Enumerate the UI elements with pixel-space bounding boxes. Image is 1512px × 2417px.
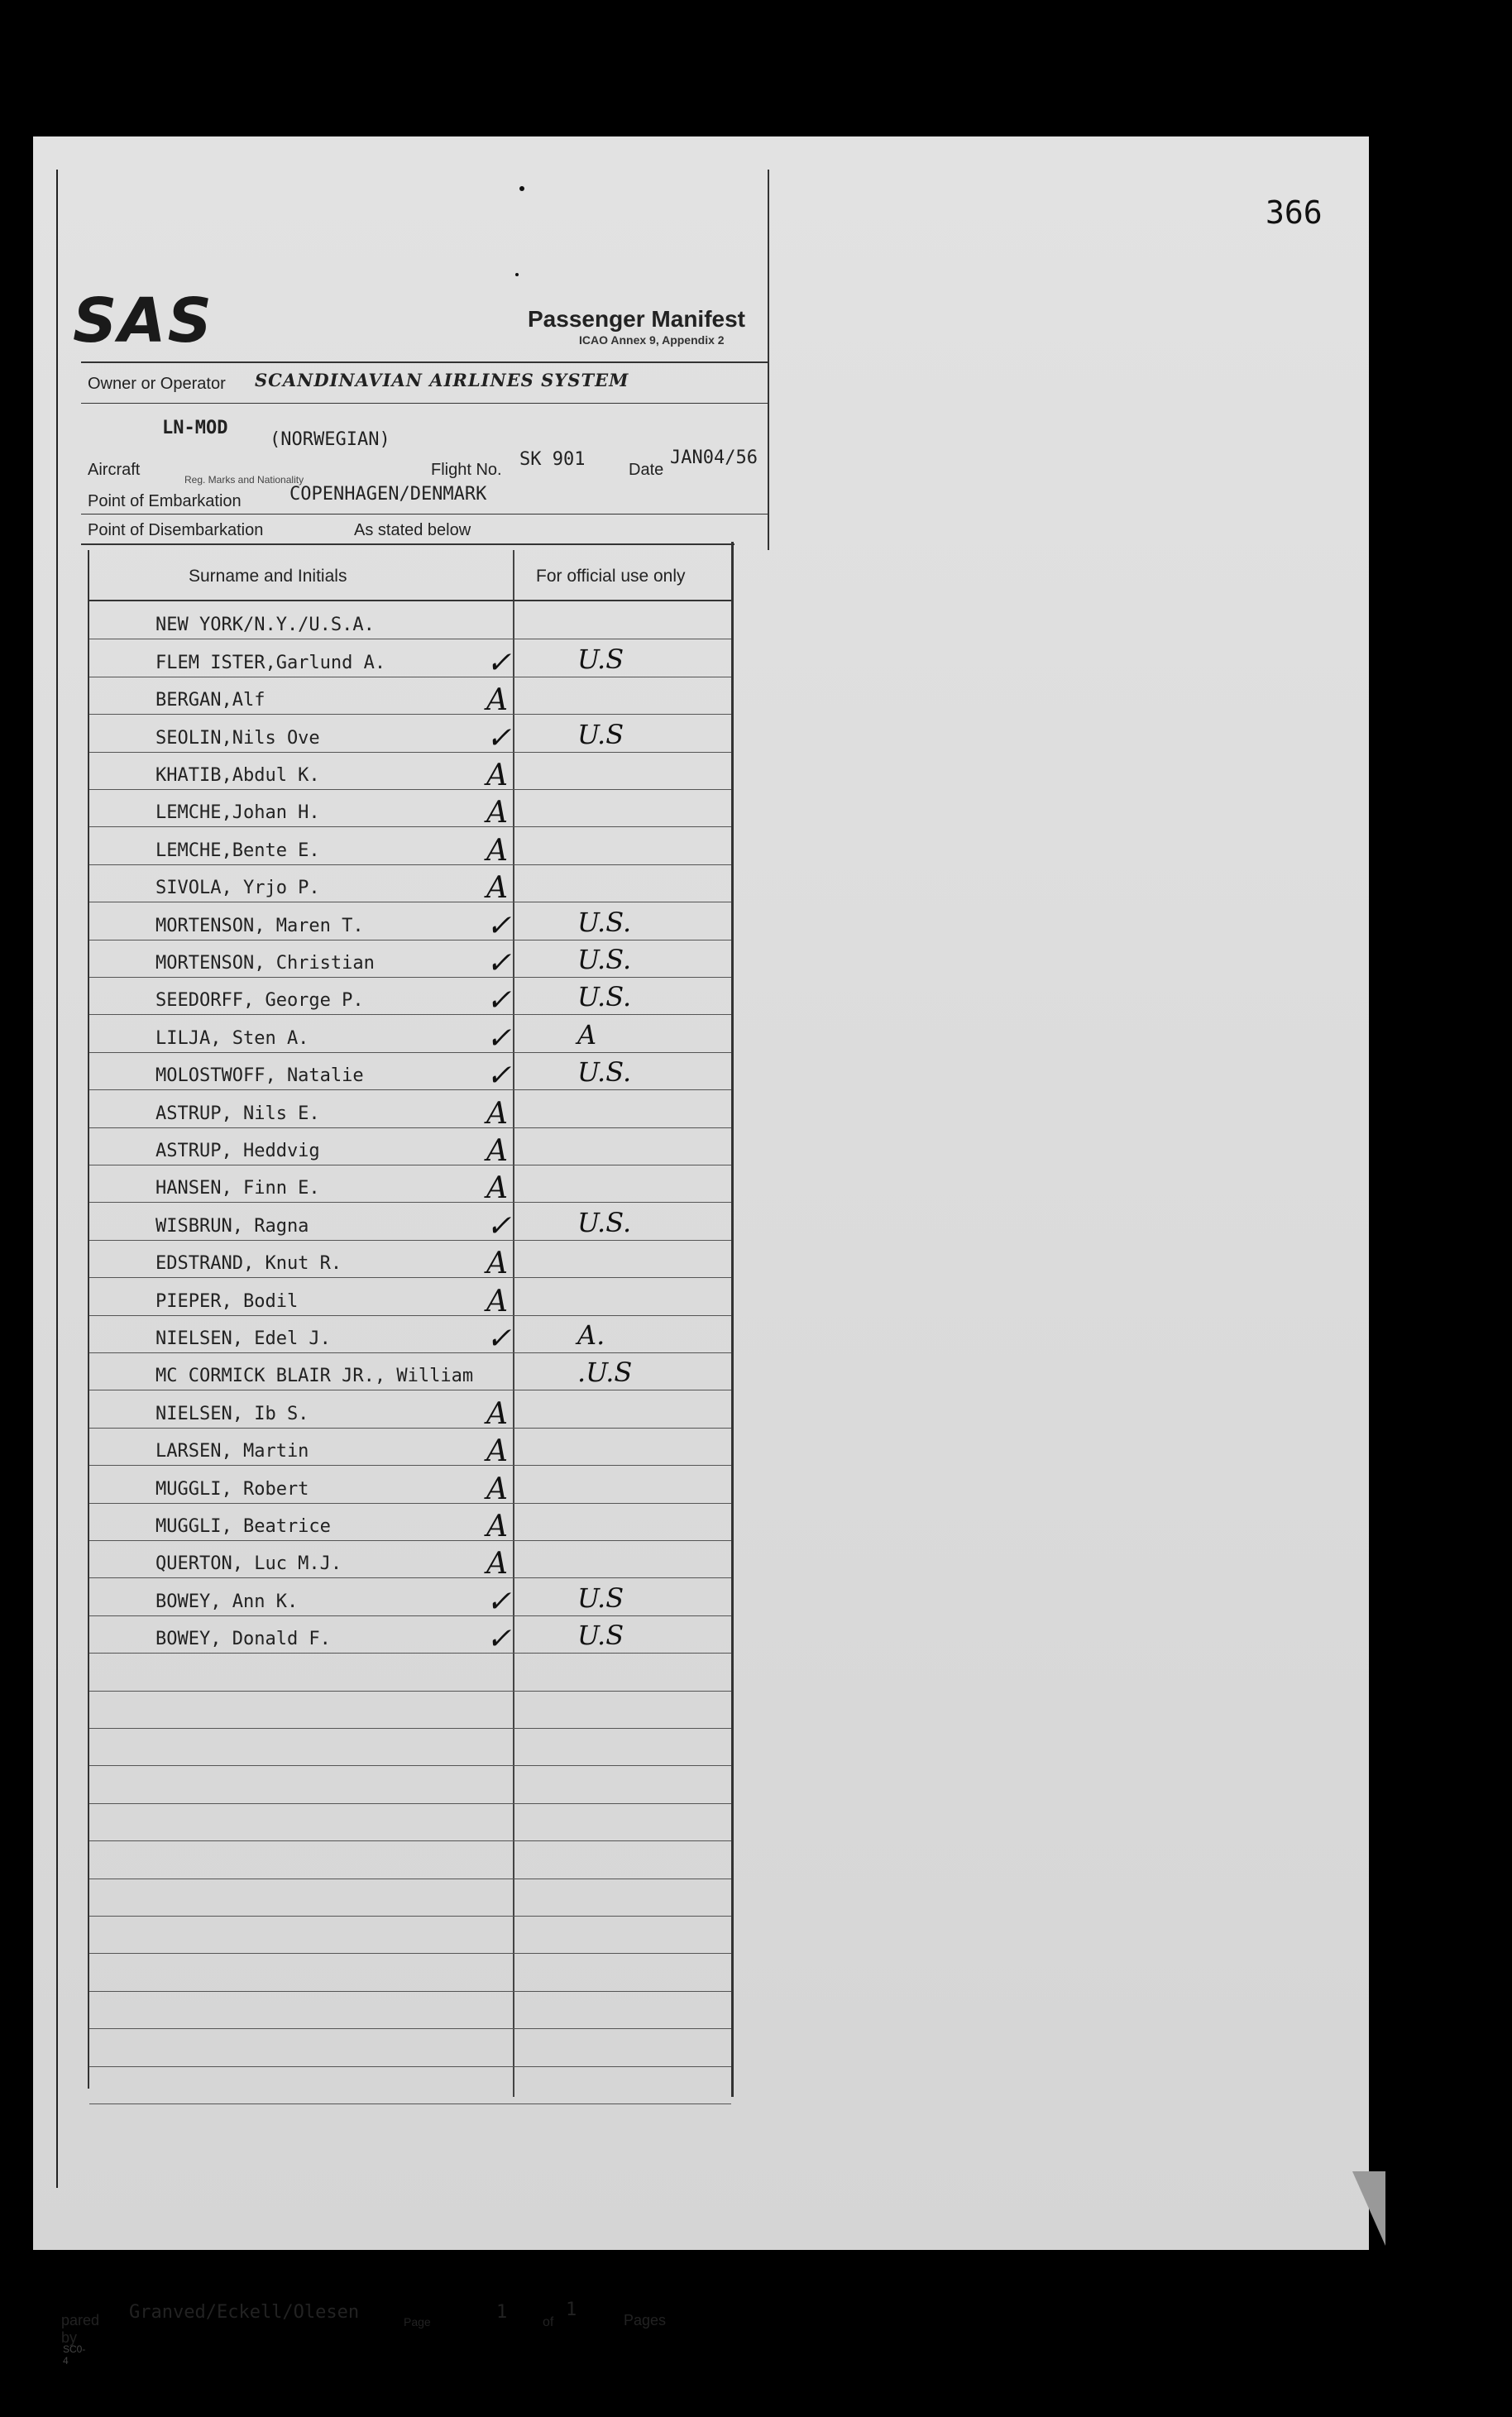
manifest-sheet — [33, 136, 1369, 2367]
official-note: .U.S — [577, 1357, 633, 1389]
header-right-rule — [768, 170, 769, 550]
passenger-name: MUGGLI, Robert — [156, 1478, 309, 1500]
page-corner-fold — [1352, 2171, 1385, 2246]
aircraft-nationality: (NORWEGIAN) — [270, 429, 390, 450]
speck — [515, 273, 519, 276]
column-header-official: For official use only — [536, 567, 686, 586]
date-label: Date — [629, 461, 664, 479]
pages-label: Pages — [624, 2312, 667, 2328]
table-row — [89, 977, 731, 1018]
table-row — [89, 1916, 731, 1954]
sas-logo: SAS — [73, 285, 213, 357]
official-note: U.S. — [577, 1056, 632, 1089]
table-row — [89, 940, 731, 978]
passenger-name: QUERTON, Luc M.J. — [156, 1553, 342, 1575]
embarkation-value: COPENHAGEN/DENMARK — [289, 484, 487, 505]
table-row — [89, 1352, 731, 1390]
speck — [519, 186, 524, 191]
table-row — [89, 601, 731, 639]
passenger-name: FLEM ISTER,Garlund A. — [156, 652, 386, 673]
table-row — [89, 1653, 731, 1691]
official-note: U.S. — [577, 981, 632, 1013]
table-row — [89, 752, 731, 790]
table-row — [89, 1315, 731, 1356]
check-mark: ✓ — [486, 1059, 512, 1094]
passenger-name: BOWEY, Ann K. — [156, 1591, 299, 1612]
table-row — [89, 1390, 731, 1431]
check-mark: ✓ — [486, 984, 512, 1018]
owner-label: Owner or Operator — [88, 375, 226, 393]
reg-note: Reg. Marks and Nationality — [184, 474, 304, 486]
table-row — [89, 677, 731, 718]
check-mark: A — [486, 683, 508, 718]
check-mark: A — [486, 871, 508, 906]
page-value: 1 — [496, 2302, 508, 2323]
check-mark: A — [486, 1396, 508, 1431]
passenger-name: BOWEY, Donald F. — [156, 1629, 331, 1650]
table-row — [89, 1277, 731, 1319]
disembarkation-label: Point of Disembarkation — [88, 521, 264, 539]
passenger-name: ASTRUP, Heddvig — [156, 1140, 320, 1161]
owner-value: SCANDINAVIAN AIRLINES SYSTEM — [255, 370, 629, 390]
passenger-table — [88, 550, 733, 2089]
aircraft-label: Aircraft — [88, 461, 141, 479]
of-label: of — [543, 2315, 554, 2329]
column-header-surname: Surname and Initials — [189, 567, 347, 586]
check-mark: ✓ — [486, 945, 512, 980]
form-code: SC0-4 — [63, 2343, 86, 2367]
official-note: U.S — [577, 718, 624, 750]
official-note: A. — [577, 1319, 605, 1351]
passenger-name: MC CORMICK BLAIR JR., William — [156, 1366, 474, 1387]
table-row — [89, 1165, 731, 1206]
form-left-rule — [56, 170, 58, 2188]
owner-rule — [81, 403, 769, 404]
check-mark: ✓ — [486, 1208, 512, 1243]
official-note: U.S. — [577, 943, 632, 975]
passenger-name: NIELSEN, Ib S. — [156, 1403, 309, 1424]
embark-rule — [81, 514, 768, 515]
table-row — [89, 1540, 731, 1582]
prepared-label: pared by — [61, 2312, 100, 2346]
check-mark: A — [486, 1284, 508, 1319]
table-row — [89, 1840, 731, 1879]
page-label: Page — [404, 2315, 431, 2328]
check-mark: A — [486, 1509, 508, 1544]
table-row — [89, 1202, 731, 1243]
check-mark: ✓ — [486, 908, 512, 943]
passenger-name: HANSEN, Finn E. — [156, 1178, 320, 1199]
official-note: U.S — [577, 643, 624, 675]
table-row — [89, 2028, 731, 2066]
table-row — [89, 902, 731, 943]
table-row — [89, 1765, 731, 1803]
table-row — [89, 1240, 731, 1281]
check-mark: A — [486, 1247, 508, 1281]
passenger-name: EDSTRAND, Knut R. — [156, 1253, 342, 1275]
table-row — [89, 789, 731, 830]
table-row — [89, 1577, 731, 1619]
date-value: JAN04/56 — [670, 448, 758, 468]
passenger-name: KHATIB,Abdul K. — [156, 764, 320, 786]
table-row — [89, 1127, 731, 1168]
official-note: A — [577, 1018, 597, 1051]
check-mark: ✓ — [486, 720, 512, 755]
table-row — [89, 1879, 731, 1917]
table-row — [89, 1503, 731, 1544]
passenger-name: LEMCHE,Johan H. — [156, 802, 320, 824]
table-row — [89, 1428, 731, 1469]
official-note: U.S. — [577, 1206, 632, 1238]
disembark-rule — [81, 543, 734, 545]
passenger-name: WISBRUN, Ragna — [156, 1215, 309, 1237]
check-mark: A — [486, 1547, 508, 1582]
manifest-form — [56, 136, 784, 2367]
flight-label: Flight No. — [431, 461, 502, 479]
check-mark: ✓ — [486, 1584, 512, 1619]
passenger-name: LEMCHE,Bente E. — [156, 840, 320, 861]
check-mark: ✓ — [486, 1021, 512, 1055]
official-note: U.S — [577, 1582, 624, 1614]
table-row — [89, 1728, 731, 1766]
passenger-name: MORTENSON, Maren T. — [156, 915, 364, 936]
table-row — [89, 714, 731, 755]
aircraft-reg: LN-MOD — [162, 418, 228, 438]
table-row — [89, 1465, 731, 1506]
page-number: 366 — [1266, 194, 1323, 231]
table-row — [89, 2066, 731, 2104]
embarkation-label: Point of Embarkation — [88, 492, 242, 510]
official-note: U.S — [577, 1620, 624, 1652]
passenger-name: MOLOSTWOFF, Natalie — [156, 1065, 364, 1087]
check-mark: ✓ — [486, 1321, 512, 1356]
manifest-title: Passenger Manifest — [528, 306, 745, 332]
table-row — [89, 1615, 731, 1657]
flight-value: SK 901 — [519, 449, 586, 470]
check-mark: A — [486, 1434, 508, 1469]
passenger-name: ASTRUP, Nils E. — [156, 1103, 320, 1124]
check-mark: A — [486, 1472, 508, 1506]
table-row — [89, 1803, 731, 1841]
check-mark: A — [486, 833, 508, 868]
check-mark: A — [486, 758, 508, 792]
passenger-name: SEOLIN,Nils Ove — [156, 727, 320, 749]
passenger-name: LILJA, Sten A. — [156, 1027, 309, 1049]
passenger-name: SIVOLA, Yrjo P. — [156, 878, 320, 899]
prepared-value: Granved/Eckell/Olesen — [129, 2302, 360, 2323]
check-mark: A — [486, 1171, 508, 1206]
check-mark: A — [486, 796, 508, 830]
table-right-rule — [731, 542, 734, 2097]
check-mark: ✓ — [486, 1622, 512, 1657]
check-mark: A — [486, 1133, 508, 1168]
passenger-name: PIEPER, Bodil — [156, 1290, 299, 1312]
table-row — [89, 1089, 731, 1131]
check-mark: A — [486, 1096, 508, 1131]
table-row — [89, 826, 731, 868]
table-row — [89, 1014, 731, 1055]
table-row — [89, 1953, 731, 1991]
table-row — [89, 1991, 731, 2029]
official-note: U.S. — [577, 906, 632, 938]
passenger-name: MORTENSON, Christian — [156, 952, 375, 974]
disembarkation-value: As stated below — [354, 521, 471, 539]
passenger-name: BERGAN,Alf — [156, 690, 266, 711]
table-row — [89, 864, 731, 906]
header-rule — [81, 361, 769, 363]
check-mark: ✓ — [486, 645, 512, 680]
of-value: 1 — [566, 2300, 577, 2320]
passenger-name: NIELSEN, Edel J. — [156, 1328, 331, 1349]
passenger-name: SEEDORFF, George P. — [156, 990, 364, 1012]
manifest-subtitle: ICAO Annex 9, Appendix 2 — [579, 333, 725, 347]
passenger-name: LARSEN, Martin — [156, 1441, 309, 1462]
passenger-name: NEW YORK/N.Y./U.S.A. — [156, 615, 375, 636]
passenger-name: MUGGLI, Beatrice — [156, 1515, 331, 1537]
table-row — [89, 1691, 731, 1729]
table-row — [89, 1052, 731, 1094]
table-row — [89, 639, 731, 680]
